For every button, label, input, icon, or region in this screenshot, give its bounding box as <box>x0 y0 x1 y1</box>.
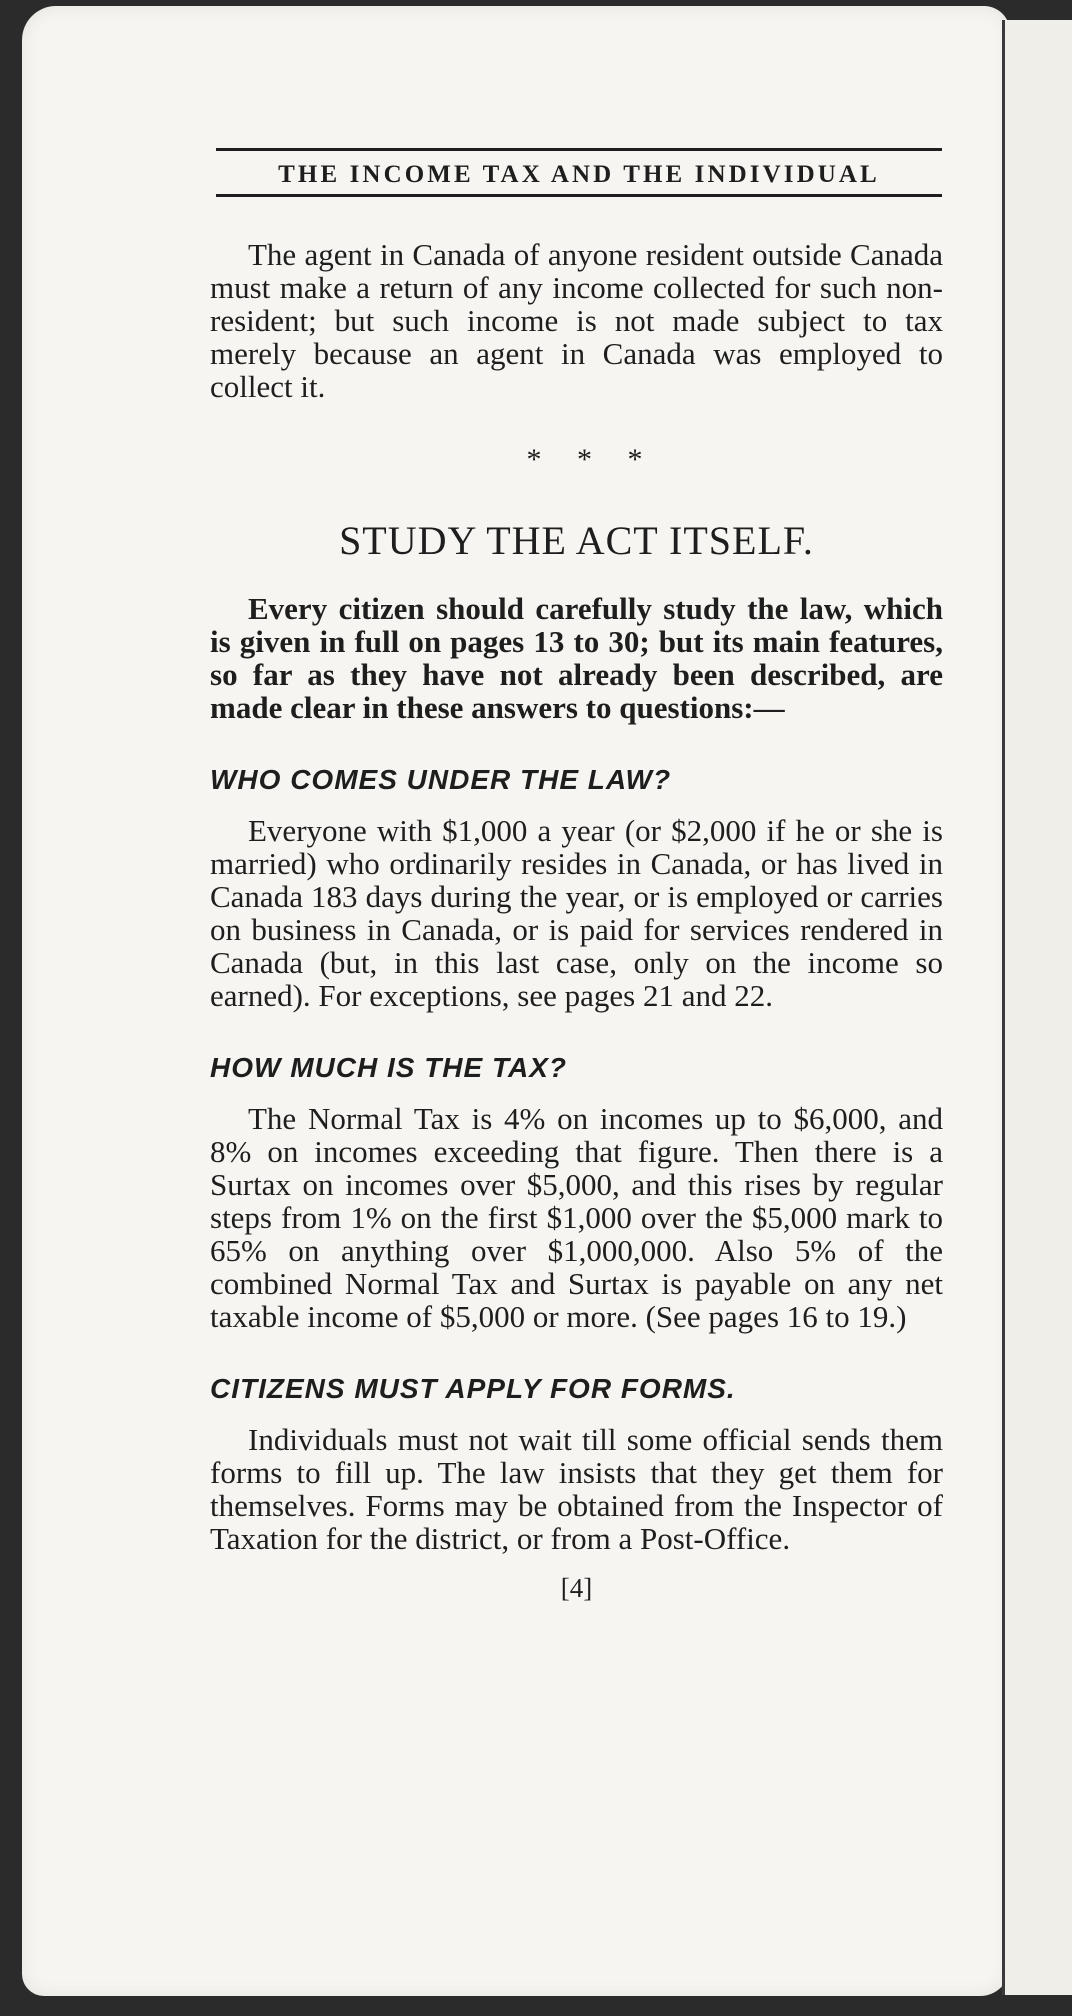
header-bottom-rule <box>216 194 942 197</box>
heading-how-much-tax: HOW MUCH IS THE TAX? <box>210 1052 568 1083</box>
page-number: [4] <box>560 1573 593 1603</box>
intro-paragraph: The agent in Canada of anyone resident outside Canada must make a return of any income collected for such non-resident; but such income is not made subject to tax merely because an agent in Canada was employed to collect it. <box>210 237 943 404</box>
running-head: THE INCOME TAX AND THE INDIVIDUAL <box>278 161 880 188</box>
section-title: STUDY THE ACT ITSELF. <box>339 518 814 563</box>
asterism-divider: * * * <box>526 443 657 476</box>
body-how-much-tax: The Normal Tax is 4% on incomes up to $6,000, and 8% on incomes exceeding that figure. Then there is a Surtax on incomes over $5,000, and this rises by regular steps from 1% on the first $1,000 over the $5,000 mark to 65% on anything over $1,000,000. Also 5% of the combined Normal Tax and Surtax is payable on any net taxable income of $5,000 or more. (See pages 16 to 19.) <box>210 1101 943 1334</box>
body-who-comes-under: Everyone with $1,000 a year (or $2,000 if he or she is married) who ordinarily resides in Canada, or has lived in Canada 183 days during the year, or is employed or carries on business in Canada, or is paid for services rendered in Canada (but, in this last case, only on the income so earned). For exceptions, see pages 21 and 22. <box>210 813 943 1013</box>
lead-paragraph: Every citizen should carefully study the law, which is given in full on pages 13 to 30; but its main features, so far as they have not already been described, are made clear in these answers to questions:— <box>210 591 943 725</box>
page-content <box>210 238 943 1604</box>
body-apply-for-forms: Individuals must not wait till some official sends them forms to fill up. The law insists that they get them for themselves. Forms may be obtained from the Inspector of Taxation for the district, or from a Post-Office. <box>210 1422 943 1556</box>
page-header <box>216 148 942 197</box>
heading-apply-for-forms: CITIZENS MUST APPLY FOR FORMS. <box>210 1373 736 1404</box>
book-page <box>22 6 1010 1996</box>
heading-who-comes-under: WHO COMES UNDER THE LAW? <box>210 764 672 795</box>
adjacent-page-edge <box>1002 20 1072 1995</box>
